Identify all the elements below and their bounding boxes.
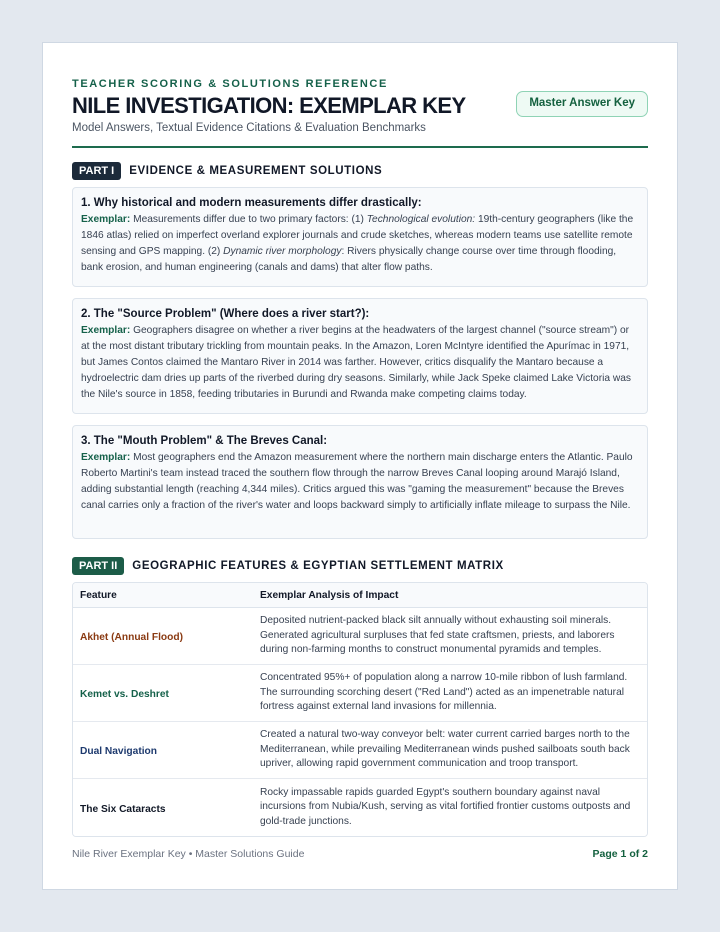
- feature-name: Kemet vs. Deshret: [80, 689, 169, 700]
- feature-name: Akhet (Annual Flood): [80, 632, 183, 643]
- impact-text: Created a natural two-way conveyor belt: water current carried barges north to the Mediterranean, while prevailing Mediterranean winds pushed sailboats south back upriver, allowing rapid government communication and troop transport.: [260, 729, 630, 770]
- answer-emphasis: Technological evolution:: [366, 214, 476, 225]
- question-2-answer: [81, 323, 639, 403]
- part2-title: GEOGRAPHIC FEATURES & EGYPTIAN SETTLEMENT MATRIX: [132, 560, 504, 572]
- question-card-1: [72, 187, 648, 287]
- part1-title: EVIDENCE & MEASUREMENT SOLUTIONS: [129, 165, 383, 177]
- exemplar-label: Exemplar:: [81, 452, 131, 463]
- question-3-answer: [81, 450, 639, 514]
- master-key-badge: Master Answer Key: [516, 91, 648, 117]
- question-2-title: 2. The "Source Problem" (Where does a river start?):: [81, 308, 370, 320]
- footer-left: Nile River Exemplar Key • Master Solutions Guide: [72, 848, 305, 860]
- settlement-matrix-table: [72, 582, 648, 837]
- answer-text: Most geographers end the Amazon measurement where the northern main discharge enters the Atlantic. Paulo Roberto Martini's team instead traced the southern flow through the narrow Breves Canal looping around Marajó Island, adding substantial length (reaching 4,344 miles). Critics argued this was "gaming the measurement" because the Breves canal carries only a fraction of the river's water and loops backward simply to artificially inflate mileage to surpass the Nile.: [81, 452, 633, 511]
- impact-text: Concentrated 95%+ of population along a narrow 10-mile ribbon of lush farmland. The surrounding scorching desert ("Red Land") acted as an impenetrable natural fortress against external land invasions for millennia.: [260, 672, 628, 713]
- answer-emphasis: Dynamic river morphology: [223, 246, 342, 257]
- part1-tag: PART I: [72, 162, 121, 180]
- document-page: [42, 42, 678, 890]
- exemplar-label: Exemplar:: [81, 325, 131, 336]
- answer-text: : Rivers physically change course over time through flooding, bank erosion, and human engineering (canals and dams) that alter flow paths.: [81, 246, 617, 273]
- table-row: [73, 779, 647, 836]
- feature-name: The Six Cataracts: [80, 803, 166, 815]
- table-row: [73, 665, 647, 722]
- table-header: [73, 583, 647, 608]
- part1-heading: [72, 162, 382, 180]
- answer-text: 19th-century geographers (like the 1846 atlas) relied on imperfect overland explorer journals and crude sketches, whereas modern teams use satellite remote sensing and GPS mapping. (2): [81, 214, 634, 257]
- page-title: NILE INVESTIGATION: EXEMPLAR KEY: [72, 93, 466, 118]
- page-subtitle: Model Answers, Textual Evidence Citations & Evaluation Benchmarks: [72, 122, 426, 134]
- part2-heading: [72, 557, 504, 575]
- eyebrow-label: TEACHER SCORING & SOLUTIONS REFERENCE: [72, 78, 388, 90]
- part2-tag: PART II: [72, 557, 124, 575]
- question-1-answer: [81, 212, 639, 276]
- answer-text: Geographers disagree on whether a river begins at the headwaters of the largest channel ("source stream") or at the most distant tributary trickling from mountain peaks. In the Amazon, Loren McIntyre identified the Apurímac in 1971, but James Contos claimed the Mantaro River in 2014 was farther. However, critics disqualify the Mantaro because a hydroelectric dam dries up parts of the riverbed during dry seasons. Similarly, while Jack Speke claimed Lake Victoria was the Nile's source in 1858, feeding tributaries in Burundi and Rwanda make competing claims today.: [81, 325, 631, 400]
- exemplar-label: Exemplar:: [81, 214, 131, 225]
- table-row: [73, 608, 647, 665]
- header-divider: [72, 146, 648, 148]
- feature-name: Dual Navigation: [80, 746, 157, 757]
- column-header-impact: Exemplar Analysis of Impact: [260, 589, 399, 601]
- impact-text: Deposited nutrient-packed black silt annually without exhausting soil minerals. Generated agricultural surpluses that fed state craftsmen, priests, and laborers during non-farming months to construct monumental pyramids and temples.: [260, 615, 615, 656]
- impact-text: Rocky impassable rapids guarded Egypt's southern boundary against naval incursions from Nubia/Kush, serving as vital fortified frontier customs outposts and gold-trade junctions.: [260, 786, 631, 827]
- column-header-feature: Feature: [80, 589, 117, 601]
- question-card-2: [72, 298, 648, 414]
- table-row: [73, 722, 647, 779]
- answer-text: Measurements differ due to two primary factors: (1): [130, 214, 367, 225]
- page-number: Page 1 of 2: [592, 848, 648, 860]
- question-1-title: 1. Why historical and modern measurements differ drastically:: [81, 197, 422, 209]
- question-3-title: 3. The "Mouth Problem" & The Breves Canal:: [81, 435, 328, 447]
- question-card-3: [72, 425, 648, 539]
